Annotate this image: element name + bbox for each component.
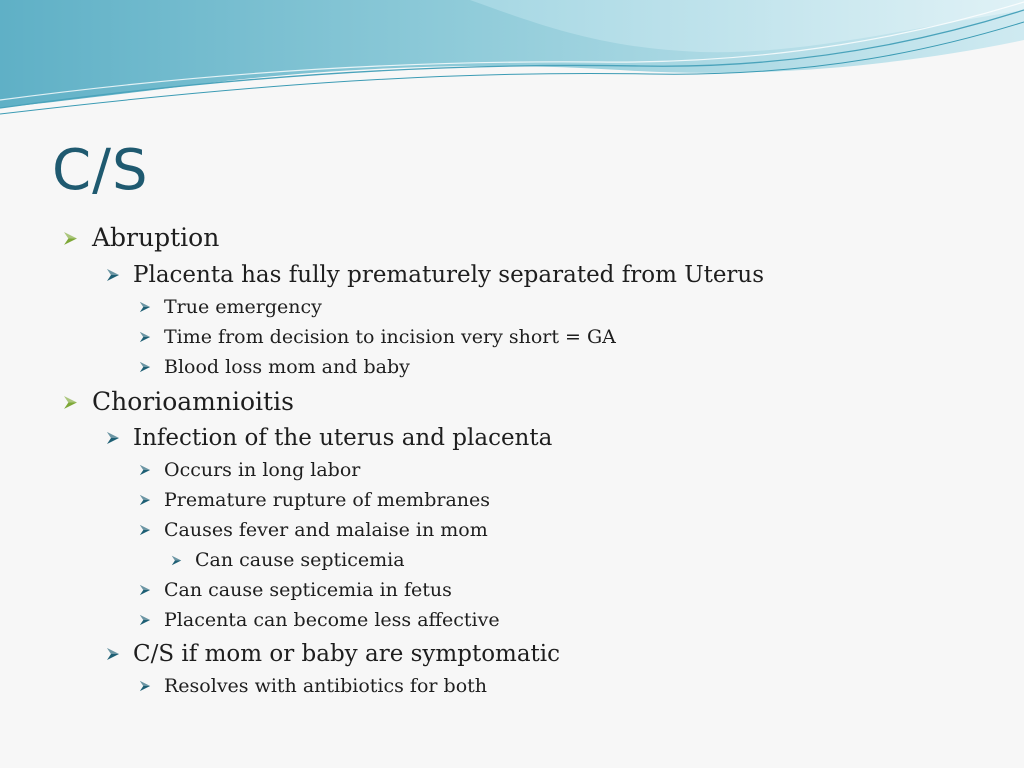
bullet-text: Premature rupture of membranes: [164, 489, 491, 511]
bullet-text: Abruption: [92, 223, 220, 252]
arrowhead-bullet-icon: [139, 494, 151, 506]
bullet-text: Placenta has fully prematurely separated from Uterus: [133, 262, 765, 288]
arrowhead-bullet-icon: [106, 268, 120, 282]
bullet-item-level-1: [0, 223, 1024, 253]
bullet-item-level-3: [0, 608, 1024, 632]
bullet-text: Can cause septicemia: [195, 549, 405, 571]
bullet-text: Can cause septicemia in fetus: [164, 579, 452, 601]
bullet-item-level-4: [0, 548, 1024, 572]
bullet-item-level-3: [0, 325, 1024, 349]
bullet-text: Blood loss mom and baby: [164, 356, 410, 378]
bullet-text: Chorioamnioitis: [92, 387, 294, 416]
arrowhead-bullet-icon: [106, 647, 120, 661]
bullet-text: Resolves with antibiotics for both: [164, 675, 487, 697]
bullet-text: Infection of the uterus and placenta: [133, 425, 553, 451]
bullet-item-level-3: [0, 578, 1024, 602]
bullet-text: Causes fever and malaise in mom: [164, 519, 488, 541]
bullet-item-level-3: [0, 488, 1024, 512]
bullet-text: C/S if mom or baby are symptomatic: [133, 641, 561, 667]
arrowhead-bullet-icon: [139, 464, 151, 476]
bullet-item-level-2: [0, 640, 1024, 668]
arrowhead-bullet-icon: [139, 584, 151, 596]
bullet-item-level-2: [0, 424, 1024, 452]
arrowhead-bullet-icon: [63, 231, 78, 246]
bullet-text: True emergency: [164, 296, 322, 318]
bullet-item-level-3: [0, 355, 1024, 379]
arrowhead-bullet-icon: [139, 331, 151, 343]
arrowhead-bullet-icon: [139, 680, 151, 692]
arrowhead-bullet-icon: [139, 524, 151, 536]
slide-title: C/S: [52, 138, 149, 203]
bullet-item-level-3: [0, 518, 1024, 542]
arrowhead-bullet-icon: [106, 431, 120, 445]
arrowhead-bullet-icon: [171, 555, 182, 566]
bullet-item-level-1: [0, 387, 1024, 417]
bullet-text: Placenta can become less affective: [164, 609, 500, 631]
bullet-item-level-3: [0, 458, 1024, 482]
arrowhead-bullet-icon: [139, 614, 151, 626]
arrowhead-bullet-icon: [63, 395, 78, 410]
arrowhead-bullet-icon: [139, 301, 151, 313]
bullet-item-level-2: [0, 261, 1024, 289]
bullet-item-level-3: [0, 295, 1024, 319]
arrowhead-bullet-icon: [139, 361, 151, 373]
bullet-item-level-3: [0, 674, 1024, 698]
bullet-text: Occurs in long labor: [164, 459, 361, 481]
bullet-text: Time from decision to incision very short = GA: [164, 326, 616, 348]
